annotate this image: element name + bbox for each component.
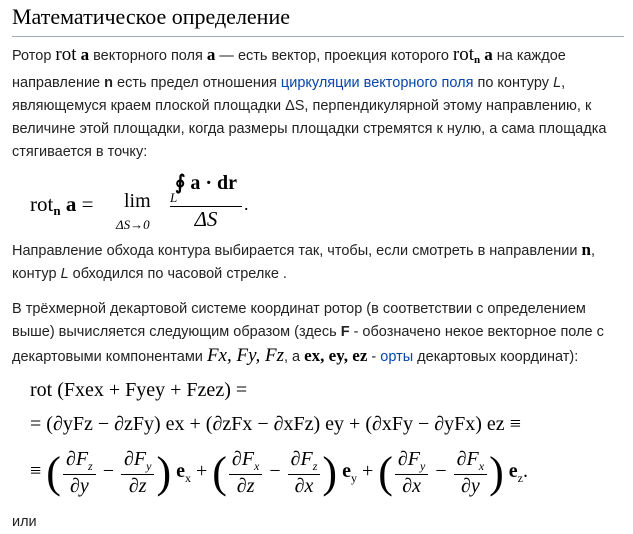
- numerator: [170, 170, 242, 194]
- text: есть предел отношения: [113, 75, 281, 91]
- text: , являющемуся краем плоской площадки ΔS, перпендикулярной этому направлению, к величине этой площадки, когда размеры площадки стремятся к нулю, а сама площадка стягивается в точку:: [12, 75, 607, 160]
- denominator: ΔS: [194, 207, 218, 231]
- or-text: или: [12, 514, 37, 530]
- frac-dFx-dy: $\frac{\partial F_x}{\partial y}$: [454, 448, 487, 498]
- text: -: [367, 349, 381, 365]
- frac-dFx-dz: $\frac{\partial F_x}{\partial z}$: [229, 448, 262, 498]
- text: по контуру: [473, 75, 554, 91]
- math-rot: rot: [55, 44, 77, 65]
- paren-close: ): [489, 448, 504, 497]
- equiv-sign: ≡: [30, 460, 42, 483]
- article-section: [12, 0, 624, 534]
- math-rot-n: rot: [452, 44, 475, 65]
- math-a: a: [206, 45, 216, 64]
- math-a: a: [80, 45, 90, 64]
- integral-subscript: L: [170, 190, 178, 205]
- orts-link[interactable]: орты: [380, 349, 414, 365]
- math-unit-vectors: ex, ey, ez: [304, 346, 368, 365]
- formula-curl-cartesian: [12, 375, 624, 505]
- cartesian-paragraph: [12, 298, 624, 369]
- math-components: Fx, Fy, Fz: [206, 345, 284, 366]
- frac-dFy-dx: $\frac{\partial F_y}{\partial x}$: [395, 448, 428, 498]
- rot-text: rot: [30, 192, 54, 216]
- math-a: a: [484, 45, 493, 64]
- sub-n: n: [53, 203, 61, 218]
- text: , контур: [12, 243, 595, 282]
- numerator-text: ∮ a · dr: [174, 172, 238, 194]
- paren-close: ): [322, 448, 338, 497]
- text: В трёхмерной декартовой системе координат ротор (в соответствии с определением выше) вычисляется следующим образом (здесь: [12, 301, 586, 340]
- text: Направление обхода контура выбирается так, чтобы, если смотреть в направлении: [12, 243, 582, 259]
- frac-dFz-dy: $\frac{\partial F_z}{\partial y}$: [63, 448, 96, 498]
- paren-close: ): [156, 448, 172, 497]
- text: Ротор: [12, 48, 56, 64]
- lim-text: lim: [124, 190, 151, 212]
- formula2-line3: ≡ ( $\frac{\partial F_z}{\partial y}$ − $\frac{\partial F_y}{\partial z}$ ) $e_x$ + ( $\frac{\partial F_x}{\partial z}$ − $\frac{\partial F_z}{\partial x}$ ) $e_y$ + ( $\frac{\partial F_y}{\partial x}$ − $\frac{\partial F_x}{\partial y}$ ) $e_z$.: [30, 447, 528, 497]
- period: .: [244, 194, 249, 214]
- equals: =: [81, 192, 94, 216]
- lim-subscript: ΔS→0: [116, 217, 150, 232]
- vector-a: a: [65, 192, 77, 216]
- bold-F: F: [340, 324, 350, 340]
- formula2-line1: rot (Fxex + Fyey + Fzez) =: [30, 379, 248, 401]
- text: - обозначено некое векторное поле с декартовыми компонентами: [12, 324, 604, 365]
- formula2-line2: = (∂yFz − ∂zFy) ex + (∂zFx − ∂xFz) ey + (∂xFy − ∂yFx) ez ≡: [30, 413, 521, 435]
- formula1-lhs: [30, 192, 93, 219]
- text: , а: [283, 349, 305, 365]
- text: обходился по часовой стрелке .: [68, 266, 287, 282]
- paren-open: (: [46, 448, 61, 497]
- paren-open: (: [378, 448, 393, 497]
- text: декартовых координат):: [413, 349, 579, 365]
- contour-L: L: [553, 75, 562, 91]
- contour-L: L: [60, 266, 69, 282]
- direction-paragraph: [12, 238, 624, 286]
- math-n: n: [581, 240, 591, 259]
- frac-dFz-dx: $\frac{\partial F_z}{\partial x}$: [288, 448, 321, 498]
- text: векторного поля: [89, 48, 207, 64]
- paren-open: (: [212, 448, 227, 497]
- circulation-link[interactable]: циркуляции векторного поля: [280, 75, 474, 91]
- text: на каждое направление: [12, 48, 566, 91]
- frac-dFy-dz: $\frac{\partial F_y}{\partial z}$: [121, 448, 154, 498]
- math-sub-n: n: [474, 54, 481, 66]
- section-heading: Математическое определение: [12, 4, 624, 37]
- definition-paragraph: [12, 43, 624, 164]
- formula-limit: [12, 168, 624, 238]
- text: — есть вектор, проекция которого: [215, 48, 453, 64]
- formula1-fraction: [170, 170, 242, 232]
- bold-n: n: [104, 75, 114, 91]
